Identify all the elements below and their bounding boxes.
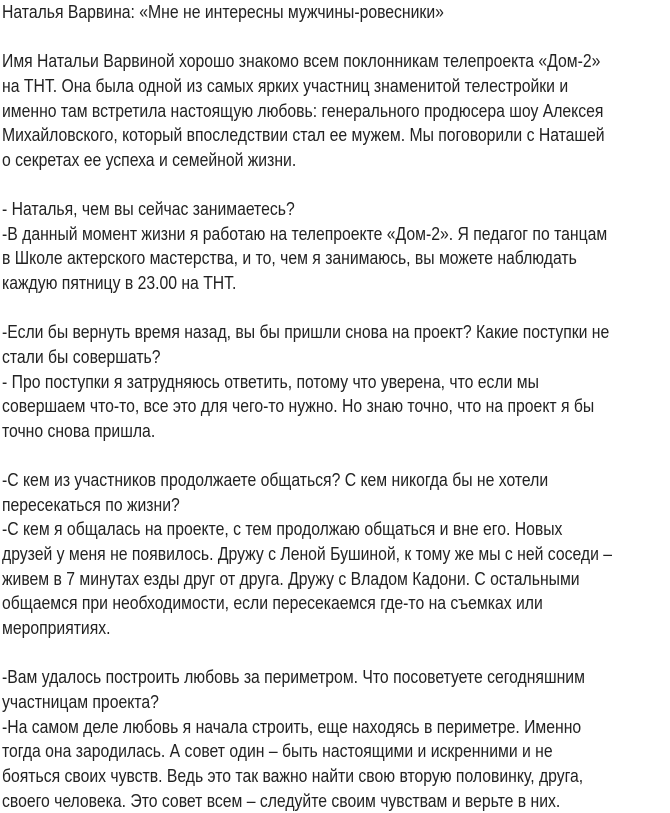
question-line: -Вам удалось построить любовь за периметром. Что посоветуете сегодняшним <box>2 665 667 690</box>
answer-line: точно снова пришла. <box>2 419 667 444</box>
answer-line: мероприятиях. <box>2 616 667 641</box>
answer-line: живем в 7 минутах езды друг от друга. Дружу с Владом Кадони. С остальными <box>2 567 667 592</box>
question-line: участницам проекта? <box>2 690 667 715</box>
answer-line: в Школе актерского мастерства, и то, чем я занимаюсь, вы можете наблюдать <box>2 246 667 271</box>
text-line: Имя Натальи Варвиной хорошо знакомо всем поклонникам телепроекта «Дом-2» <box>2 49 667 74</box>
qa-block-2 <box>2 320 667 443</box>
answer-line: бояться своих чувств. Ведь это так важно найти свою вторую половинку, друга, <box>2 764 667 789</box>
answer-line: каждую пятницу в 23.00 на ТНТ. <box>2 271 667 296</box>
answer-line: тогда она зародилась. А совет один – быть настоящими и искренними и не <box>2 739 667 764</box>
article-title: Наталья Варвина: «Мне не интересны мужчины-ровесники» <box>2 0 667 25</box>
qa-block-3 <box>2 468 667 640</box>
text-line: на ТНТ. Она была одной из самых ярких участниц знаменитой телестройки и <box>2 74 667 99</box>
question-line: - Наталья, чем вы сейчас занимаетесь? <box>2 197 667 222</box>
spacer <box>2 296 667 321</box>
spacer <box>2 25 667 50</box>
answer-line: -На самом деле любовь я начала строить, еще находясь в периметре. Именно <box>2 715 667 740</box>
answer-line: друзей у меня не появилось. Дружу с Леной Бушиной, к тому же мы с ней соседи – <box>2 542 667 567</box>
qa-block-4 <box>2 665 667 813</box>
answer-line: -С кем я общалась на проекте, с тем продолжаю общаться и вне его. Новых <box>2 517 667 542</box>
answer-line: общаемся при необходимости, если пересекаемся где-то на съемках или <box>2 591 667 616</box>
article <box>2 0 667 813</box>
qa-block-1 <box>2 197 667 296</box>
text-line: Михайловского, который впоследствии стал ее мужем. Мы поговорили с Наташей <box>2 123 667 148</box>
spacer <box>2 172 667 197</box>
question-line: стали бы совершать? <box>2 345 667 370</box>
spacer <box>2 444 667 469</box>
question-line: пересекаться по жизни? <box>2 493 667 518</box>
question-line: -С кем из участников продолжаете общаться? С кем никогда бы не хотели <box>2 468 667 493</box>
spacer <box>2 641 667 666</box>
answer-line: - Про поступки я затрудняюсь ответить, потому что уверена, что если мы <box>2 370 667 395</box>
question-line: -Если бы вернуть время назад, вы бы пришли снова на проект? Какие поступки не <box>2 320 667 345</box>
text-line: о секретах ее успеха и семейной жизни. <box>2 148 667 173</box>
answer-line: своего человека. Это совет всем – следуйте своим чувствам и верьте в них. <box>2 789 667 813</box>
answer-line: совершаем что-то, все это для чего-то нужно. Но знаю точно, что на проект я бы <box>2 394 667 419</box>
answer-line: -В данный момент жизни я работаю на телепроекте «Дом-2». Я педагог по танцам <box>2 222 667 247</box>
text-line: именно там встретила настоящую любовь: генерального продюсера шоу Алексея <box>2 99 667 124</box>
intro-paragraph <box>2 49 667 172</box>
